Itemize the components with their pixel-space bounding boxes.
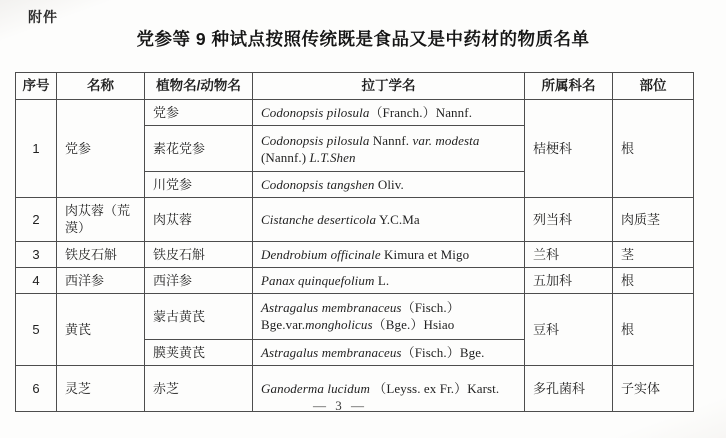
latin-name-italic: Codonopsis tangshen — [261, 177, 375, 193]
column-header: 所属科名 — [525, 73, 613, 100]
cell-seq: 4 — [16, 267, 57, 293]
cell-part: 肉质茎 — [613, 198, 694, 241]
cell-name: 铁皮石斛 — [57, 241, 145, 267]
latin-name-author: （Franch.）Nannf. — [369, 105, 473, 120]
latin-name-author: Nannf. — [369, 132, 413, 148]
cell-latin — [253, 241, 525, 267]
attachment-label: 附件 — [28, 9, 58, 25]
latin-name-italic: Ganoderma lucidum — [261, 381, 370, 397]
latin-name-author: (Nannf.) — [261, 149, 310, 165]
cell-part: 根 — [613, 293, 694, 365]
page-number: — 3 — — [313, 398, 367, 413]
cell-seq: 5 — [16, 293, 57, 365]
cell-plant: 素花党参 — [145, 126, 253, 172]
cell-family: 兰科 — [525, 241, 613, 267]
table-row — [16, 100, 694, 126]
cell-plant: 党参 — [145, 100, 253, 126]
latin-name-italic: Astragalus membranaceus — [261, 300, 402, 316]
latin-name-author: Oliv. — [374, 177, 404, 193]
page-title: 党参等 9 种试点按照传统既是食品又是中药材的物质名单 — [136, 29, 590, 49]
table-row — [16, 267, 694, 293]
cell-plant: 赤芝 — [145, 366, 253, 412]
latin-name-italic: var. modesta — [412, 132, 480, 148]
cell-latin — [253, 100, 525, 126]
column-header: 植物名/动物名 — [145, 73, 253, 100]
cell-family: 列当科 — [525, 198, 613, 241]
cell-part: 子实体 — [613, 366, 694, 412]
table-body — [16, 100, 694, 412]
cell-name: 肉苁蓉（荒漠） — [57, 198, 145, 241]
cell-seq: 6 — [16, 366, 57, 412]
latin-name-italic: L.T.Shen — [309, 149, 356, 165]
cell-seq: 3 — [16, 241, 57, 267]
latin-name-author: Y.C.Ma — [376, 211, 420, 227]
cell-name: 黄芪 — [57, 293, 145, 365]
latin-name-italic: Astragalus membranaceus — [261, 344, 402, 360]
latin-name-italic: Cistanche deserticola — [261, 211, 377, 227]
latin-name-italic: Codonopsis pilosula — [261, 105, 370, 120]
latin-name-author: L. — [374, 272, 390, 288]
cell-latin — [253, 126, 525, 172]
cell-latin — [253, 339, 525, 365]
column-header: 拉丁学名 — [253, 73, 525, 100]
cell-part: 茎 — [613, 241, 694, 267]
table-header-row — [16, 73, 694, 100]
latin-name-italic: mongholicus — [305, 317, 373, 333]
cell-family: 五加科 — [525, 267, 613, 293]
cell-seq: 1 — [16, 100, 57, 198]
latin-name-author: Kimura et Migo — [380, 246, 470, 262]
cell-plant: 铁皮石斛 — [145, 241, 253, 267]
cell-latin — [253, 267, 525, 293]
substances-table — [15, 72, 694, 412]
cell-family: 多孔菌科 — [525, 366, 613, 412]
latin-name-author: （Fisch.）Bge. — [401, 344, 485, 360]
latin-name-author: （Bge.）Hsiao — [372, 317, 455, 333]
cell-plant: 膜荚黄芪 — [145, 339, 253, 365]
latin-name-italic: Codonopsis pilosula — [261, 132, 370, 148]
cell-name: 党参 — [57, 100, 145, 198]
cell-latin — [253, 172, 525, 198]
cell-part: 根 — [613, 100, 694, 198]
cell-plant: 川党参 — [145, 172, 253, 198]
latin-name-italic: Dendrobium officinale — [261, 246, 381, 262]
latin-name-author: （Fisch.）Bge.var. — [261, 300, 460, 333]
column-header: 名称 — [57, 73, 145, 100]
latin-name-author: （Leyss. ex Fr.）Karst. — [369, 381, 500, 397]
cell-family: 桔梗科 — [525, 100, 613, 198]
column-header: 部位 — [613, 73, 694, 100]
column-header: 序号 — [16, 73, 57, 100]
table-row — [16, 241, 694, 267]
cell-name: 灵芝 — [57, 366, 145, 412]
cell-name: 西洋参 — [57, 267, 145, 293]
cell-part: 根 — [613, 267, 694, 293]
table-header — [16, 73, 694, 100]
cell-seq: 2 — [16, 198, 57, 241]
cell-plant: 蒙古黄芪 — [145, 293, 253, 339]
table-row — [16, 198, 694, 241]
cell-latin — [253, 198, 525, 241]
cell-plant: 肉苁蓉 — [145, 198, 253, 241]
cell-latin — [253, 293, 525, 339]
latin-name-italic: Panax quinquefolium — [261, 272, 375, 288]
table-row — [16, 293, 694, 339]
cell-family: 豆科 — [525, 293, 613, 365]
cell-plant: 西洋参 — [145, 267, 253, 293]
